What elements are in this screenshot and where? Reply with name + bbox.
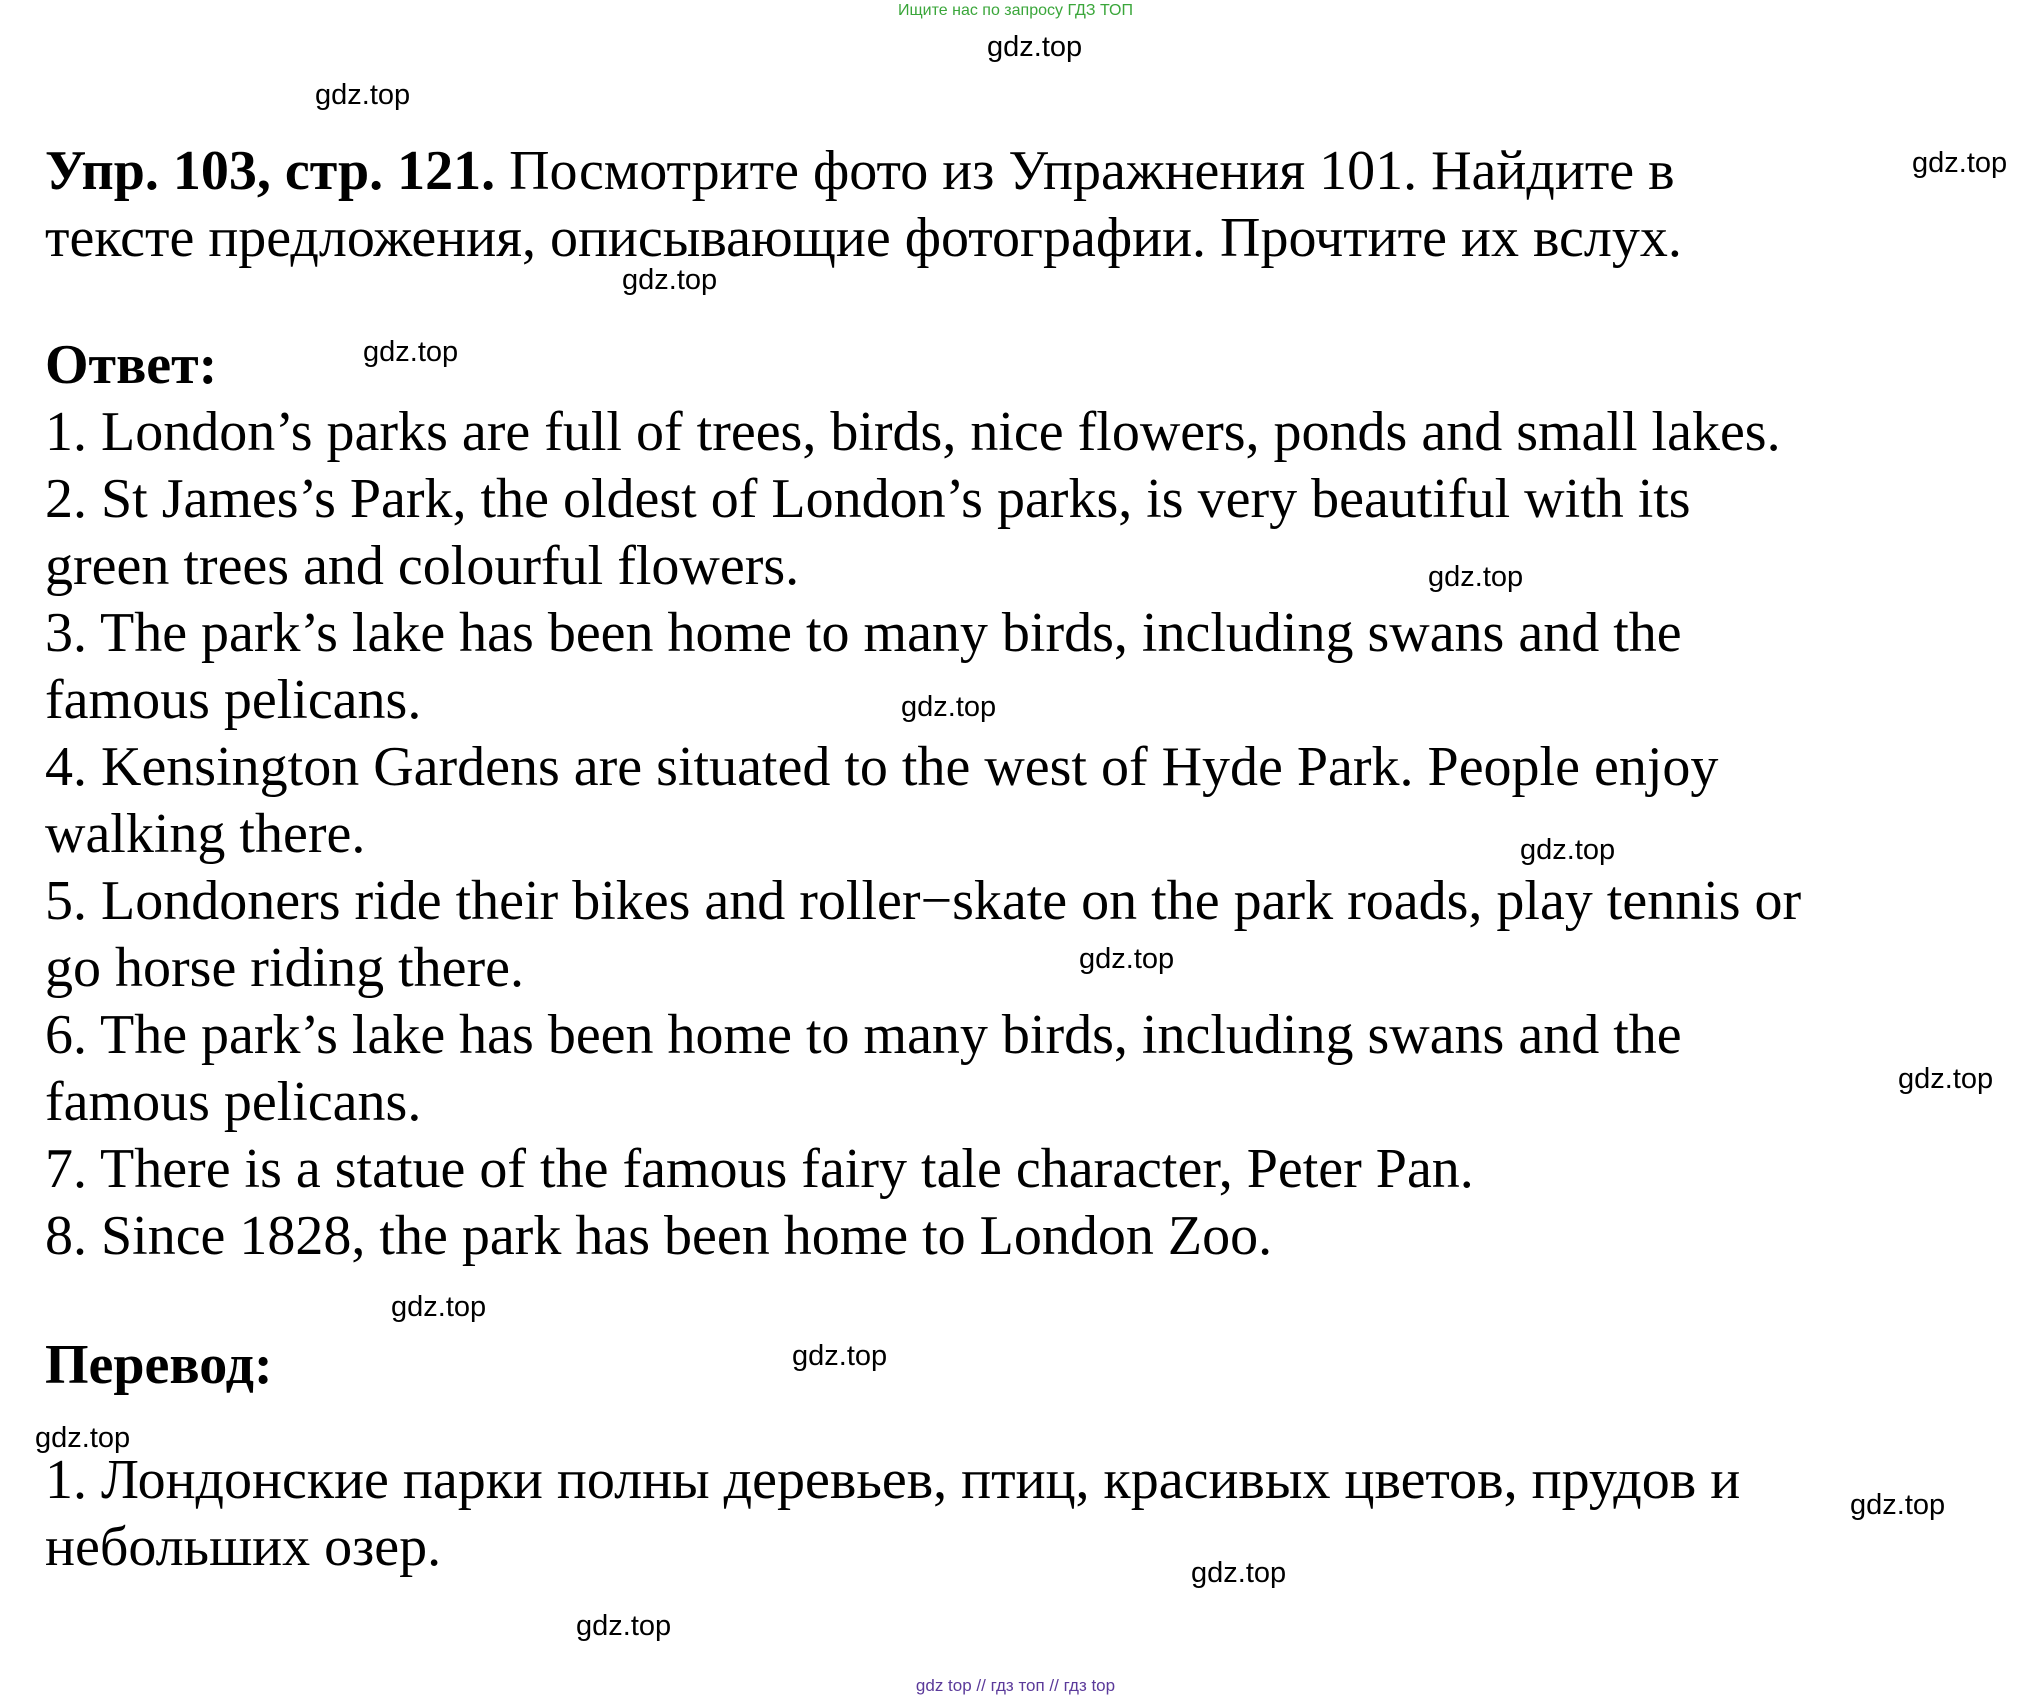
watermark: gdz.top [315,79,411,111]
answer-line: 7. There is a statue of the famous fairy tale character, Peter Pan. [45,1138,1474,1200]
answer-line: 2. St James’s Park, the oldest of London’s parks, is very beautiful with its [45,468,1691,530]
translation-line: небольших озер. [45,1516,442,1578]
watermark: gdz.top [35,1422,131,1454]
watermark: gdz.top [1191,1557,1287,1589]
answer-line: 1. London’s parks are full of trees, birds, nice flowers, ponds and small lakes. [45,401,1781,463]
top-banner: Ищите нас по запросу ГДЗ ТОП [898,2,1133,19]
watermark: gdz.top [363,336,459,368]
bottom-banner: gdz top // гдз топ // гдз top [915,1676,1116,1695]
task-text-line-2: тексте предложения, описывающие фотографии. Прочтите их вслух. [45,207,1682,269]
task-statement [45,138,2008,205]
answer-line: 6. The park’s lake has been home to many birds, including swans and the [45,1004,1682,1066]
task-reference: Упр. 103, стр. 121. [45,140,496,202]
watermark: gdz.top [901,691,997,723]
watermark: gdz.top [987,31,1083,63]
answer-line: 8. Since 1828, the park has been home to London Zoo. [45,1205,1273,1267]
watermark: gdz.top [576,1610,672,1642]
answer-line: green trees and colourful flowers. [45,535,800,597]
answer-line: famous pelicans. [45,1071,422,1133]
watermark: gdz.top [1520,834,1616,866]
watermark: gdz.top [1079,943,1175,975]
document-body [45,138,2008,1581]
watermark: gdz.top [1912,147,2008,179]
translation-line: 1. Лондонские парки полны деревьев, птиц, красивых цветов, прудов и [45,1449,1741,1511]
watermark: gdz.top [391,1291,487,1323]
answer-line: go horse riding there. [45,937,524,999]
translation-heading: Перевод: [45,1334,273,1396]
watermark: gdz.top [1850,1489,1946,1521]
task-text-line-1: Посмотрите фото из Упражнения 101. Найдите в [495,140,1675,202]
answer-line: walking there. [45,803,366,865]
answer-line: 3. The park’s lake has been home to many birds, including swans and the [45,602,1682,664]
answer-line: famous pelicans. [45,669,422,731]
watermark: gdz.top [622,264,718,296]
answer-line: 5. Londoners ride their bikes and roller−skate on the park roads, play tennis or [45,870,1802,932]
answer-line: 4. Kensington Gardens are situated to the west of Hyde Park. People enjoy [45,736,1719,798]
answer-heading: Ответ: [45,334,218,396]
watermark: gdz.top [792,1340,888,1372]
watermark: gdz.top [1898,1063,1994,1095]
watermark: gdz.top [1428,561,1524,593]
